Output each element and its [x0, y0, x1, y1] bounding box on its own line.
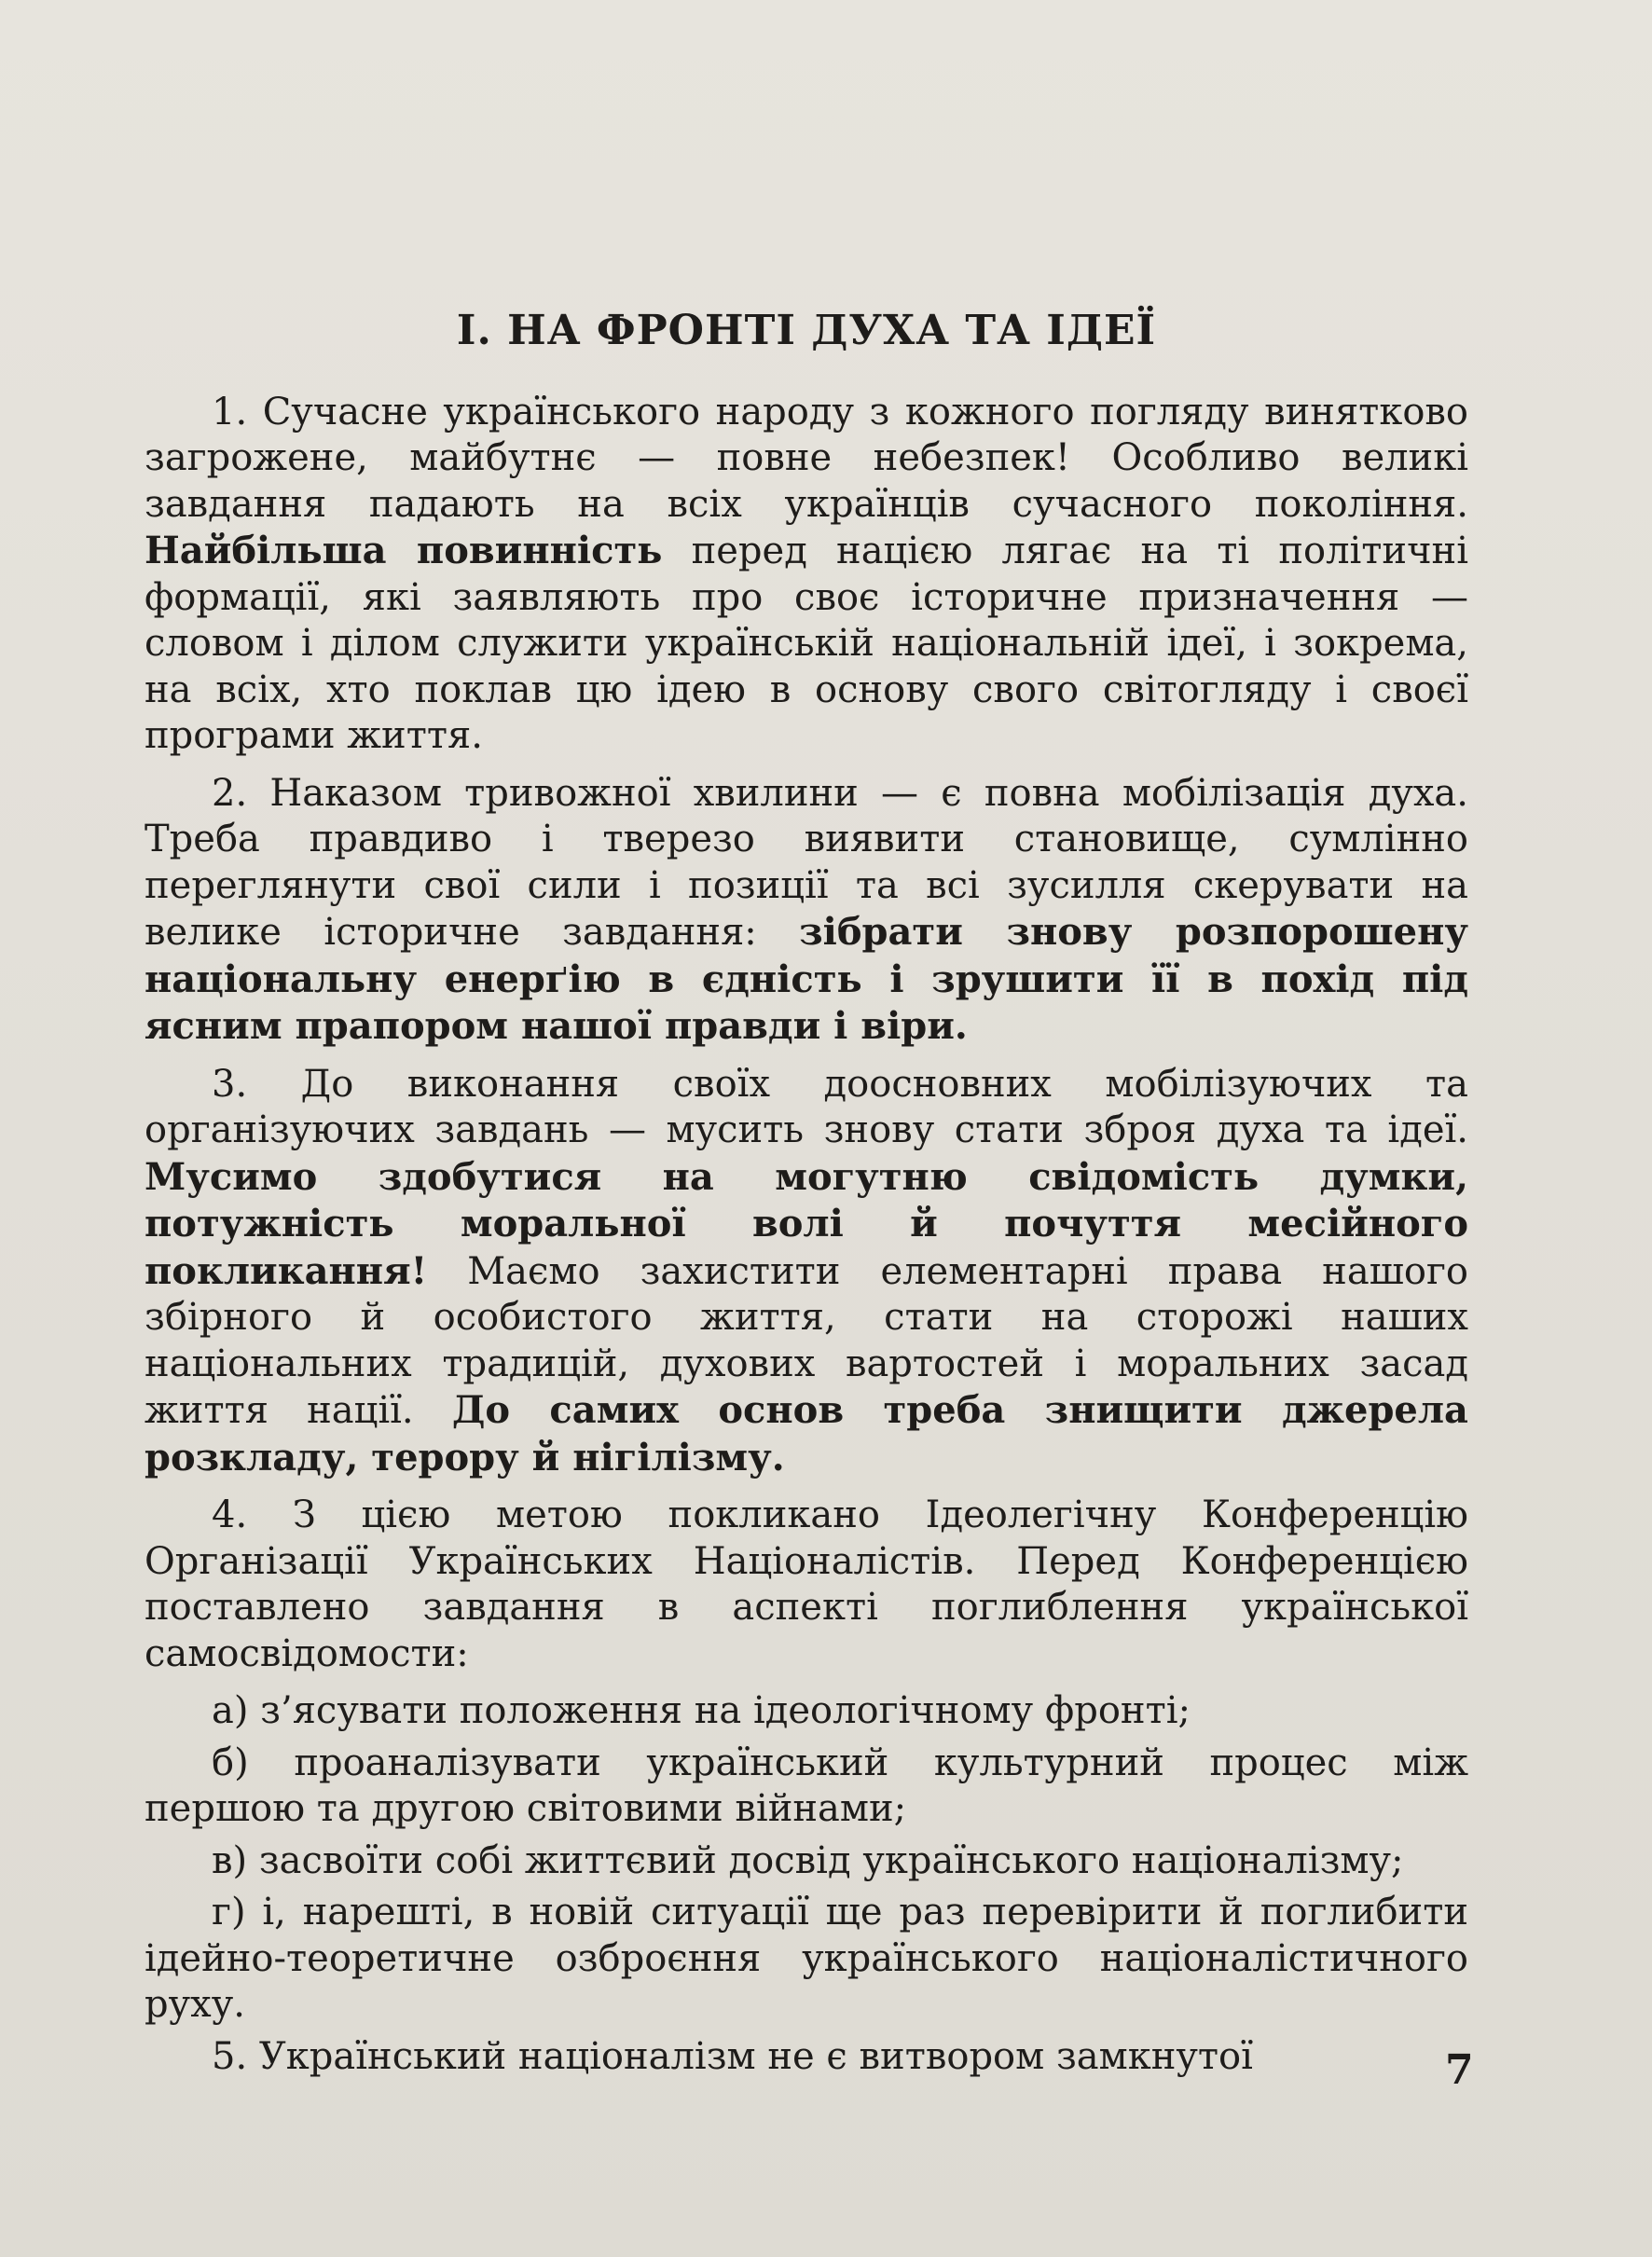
paragraph-3-bold-a: Мусимо здобутися на могутню свідомість думки, потужність моральної волі й почуття месійного покликання! — [145, 1154, 1468, 1293]
paragraph-1 — [145, 390, 1468, 760]
paragraph-3-text-b: Маємо захистити елементарні права нашого збірного й особистого життя, стати на сторожі наших національних традицій, духових вартостей і моральних засад життя нації. — [145, 1249, 1468, 1432]
page-body — [145, 308, 1468, 2091]
paragraph-5: 5. Український націоналізм не є витвором замкнутої — [212, 2034, 1253, 2078]
chapter-heading: І. НА ФРОНТІ ДУХА ТА ІДЕЇ — [456, 307, 1157, 354]
paragraph-2 — [145, 771, 1468, 1051]
list-item-c: в) засвоїти собі життєвий досвід українського націоналізму; — [212, 1838, 1404, 1882]
paragraph-2-text-a: 2. Наказом тривожної хвилини — є повна мобілізація духа. Треба правдиво і тверезо виявити становище, сумлінно переглянути свої сили і позиції та всі зусилля скерувати на велике історичне завдання: — [145, 771, 1468, 954]
paragraph-3-text-a: 3. До виконання своїх доосновних мобілізуючих та організуючих завдань — мусить знову стати зброя духа та ідеї. — [145, 1062, 1468, 1151]
list-item-b: б) проаналізувати український культурний процес між першою та другою світовими війнами; — [145, 1741, 1468, 1830]
paragraph-1-text-a: 1. Сучасне українського народу з кожного погляду винятково загрожене, майбутнє — повне небезпек! Особливо великі завдання падають на всіх українців сучасного покоління. — [145, 390, 1468, 526]
paragraph-3 — [145, 1062, 1468, 1482]
paragraph-2-bold-a: зібрати знову розпорошену національну енерґію в єдність і зрушити її в похід під ясним прапором нашої правди і віри. — [145, 910, 1468, 1048]
paragraph-1-bold-a: Найбільша повинність — [145, 529, 663, 572]
list-item-d: г) і, нарешті, в новій ситуації ще раз перевірити й поглибити ідейно-теоретичне озброєння українського націоналістичного руху. — [145, 1891, 1468, 2026]
page-number: 7 — [1445, 2046, 1474, 2094]
paragraph-1-text-b: перед нацією лягає на ті політичні формації, які заявляють про своє історичне призначення — словом і ділом служити українській національній ідеї, і зокрема, на всіх, хто поклав цю ідею в основу свого світогляду і своєї програми життя. — [145, 530, 1468, 757]
list-item-a: а) з’ясувати положення на ідеологічному фронті; — [212, 1689, 1191, 1732]
paragraph-3-bold-b: До самих основ треба знищити джерела розкладу, терору й нігілізму. — [145, 1388, 1468, 1479]
paragraph-4: 4. З цією метою покликано Ідеолегічну Конференцію Організації Українських Націоналістів. Перед Конференцією поставлено завдання в аспекті поглиблення української самосвідомости: — [145, 1493, 1468, 1675]
